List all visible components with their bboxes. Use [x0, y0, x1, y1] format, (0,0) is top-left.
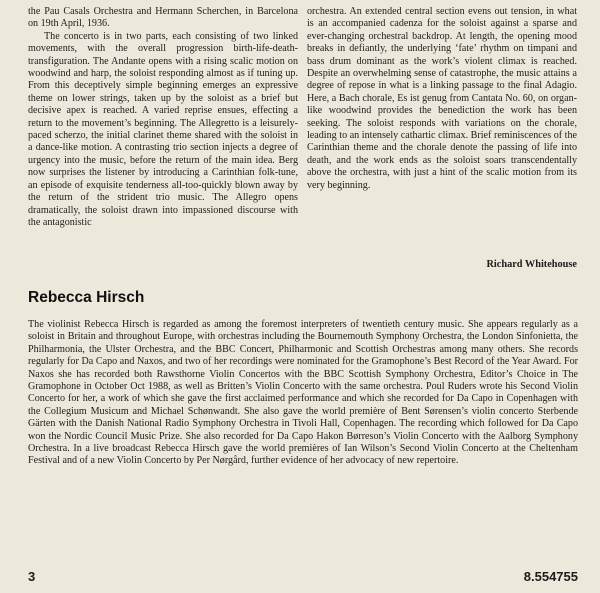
essay-author: Richard Whitehouse — [486, 259, 577, 270]
essay-paragraph-1: the Pau Casals Orchestra and Hermann Scherchen, in Barcelona on 19th April, 1936. — [28, 6, 298, 30]
biography-text: The violinist Rebecca Hirsch is regarded as among the foremost interpreters of twentieth century music. She appears regularly as a soloist in Britain and throughout Europe, with orchestras including the Bournemouth Symphony Orchestra, the London Sinfonietta, the Philharmonia, the Ulster Orchestra, and the BBC Concert, Philharmonic and Scottish Orchestras among many others. She records regularly for Da Capo and Naxos, and two of her recordings were nominated for the Gramophone’s Best Record of the Year Award. For Naxos she has recorded both Rawsthorne Violin Concertos with the BBC Scottish Symphony Orchestra, Editor’s Choice in The Gramophone in October Oct 1988, as well as Britten’s Violin Concerto with the same orchestra. Poul Ruders wrote his Second Violin Concerto for her, a work of which she gave the first acclaimed performance and which she recorded for Da Capo in Copenhagen with the Collegium Musicum and Michael Schønwandt. She also gave the world première of Bent Sørensen’s violin concerto Sterbende Gärten with the Danish National Radio Symphony Orchestra in Tivoli Hall, Copenhagen. The recording which followed for Da Capo won the Nordic Council Music Prize. She also recorded for Da Capo Hakon Børreson’s Violin Concerto with the Aalborg Symphony Orchestra. In a live broadcast Rebecca Hirsch gave the world premières of Ian Wilson’s Second Violin Concerto at the Cheltenham Festival and of a new Violin Concerto by Per Nørgård, further evidence of her advocacy of new repertoire. — [28, 319, 578, 467]
essay-paragraph-3: orchestra. An extended central section evens out tension, in what is an accompanied cadenza for the soloist against a sparse and ever-changing orchestral backdrop. At length, the opening mood breaks in defiantly, the underlying ‘fate’ rhythm on timpani and bass drum dominant as the work’s violent climax is reached. Despite an overwhelming sense of catastrophe, the music attains a degree of repose in what is a linking passage to the final Adagio. Here, a Bach chorale, Es ist genug from Cantata No. 60, on organ-like woodwind provides the benediction the work has been seeking. The soloist responds with variations on the chorale, leading to an intensely cathartic climax. Brief reminiscences of the Carinthian theme and the chorale denote the passing of life into death, and the work ends as the soloist soars transcendentally above the orchestra, with just a hint of the scalic motion from its very beginning. — [307, 6, 577, 191]
page-number: 3 — [28, 569, 36, 584]
biography-heading: Rebecca Hirsch — [28, 289, 145, 306]
essay-right-column — [307, 6, 577, 192]
essay-left-column — [28, 6, 298, 229]
catalogue-number: 8.554755 — [523, 569, 578, 584]
essay-paragraph-2: The concerto is in two parts, each consisting of two linked movements, with the overall progression birth-life-death-transfiguration. The Andante opens with a rising scalic motion on woodwind and harp, the soloist responding almost as if tuning up. From this deceptively simple beginning emerges an expressive theme on lower strings, taken up by the soloist as a brief but decisive apex is reached. A varied reprise ensues, effecting a return to the movement’s beginning. The Allegretto is a leisurely-paced scherzo, the initial clarinet theme shared with the soloist in a dance-like motion. A contrasting trio section injects a degree of urgency into the music, before the return of the main idea. Berg now surprises the listener by introducing a Carinthian folk-tune, an episode of exquisite tenderness all-too-quickly blown away by the return of the strident trio music. The Allegro opens dramatically, the soloist drawn into impassioned discourse with the antagonistic — [28, 30, 298, 228]
